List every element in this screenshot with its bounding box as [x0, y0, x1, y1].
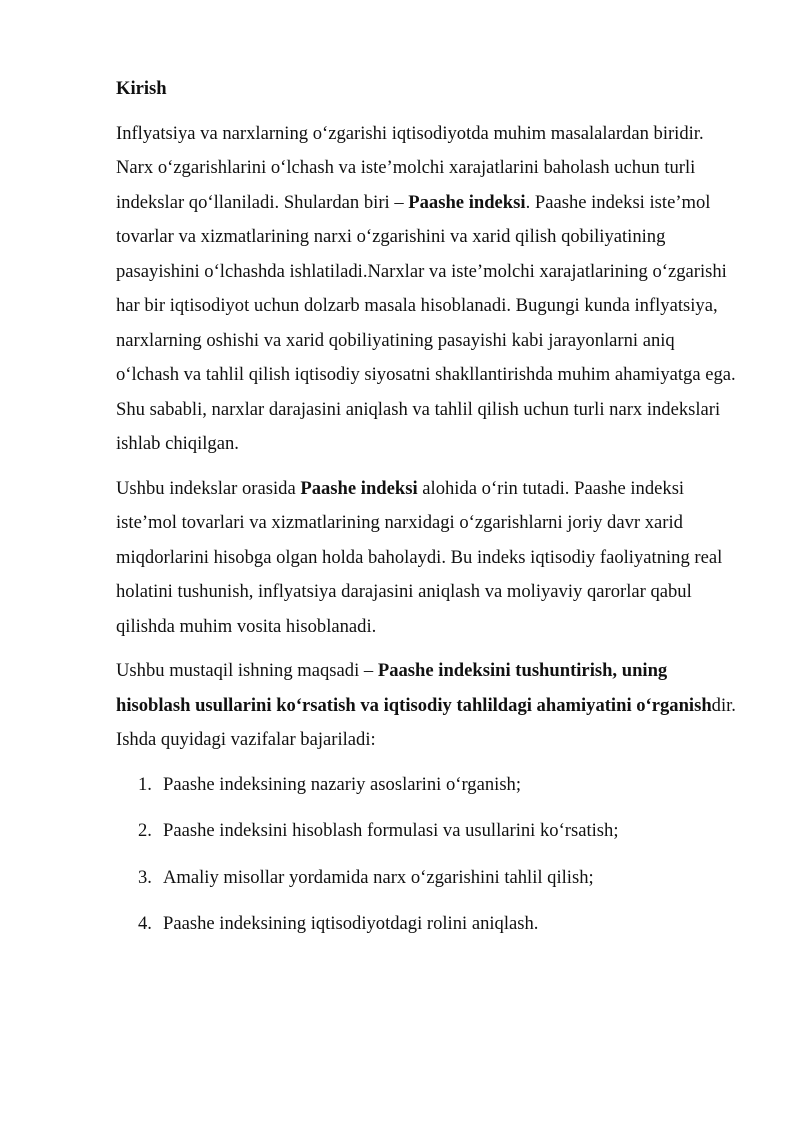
list-item — [116, 768, 740, 803]
intro-paragraph-1 — [116, 117, 740, 462]
paragraph-text: alohida o‘rin tutadi. Paashe indeksi iste’mol tovarlari va xizmatlarining narxidagi o‘zgarishlarni joriy davr xarid miqdorlarini hisobga olgan holda baholaydi. Bu indeks iqtisodiy faoliyatning real holatini tushunish, inflyatsiya darajasini aniqlash va moliyaviy qarorlar qabul qilishda muhim vosita hisoblanadi. — [116, 477, 723, 637]
intro-paragraph-2 — [116, 472, 740, 645]
list-item — [116, 814, 740, 849]
list-item-text: Paashe indeksini hisoblash formulasi va usullarini ko‘rsatish; — [163, 820, 619, 841]
bold-term: Paashe indeksi — [408, 191, 526, 213]
section-heading: Kirish — [116, 78, 167, 99]
goal-paragraph — [116, 654, 740, 758]
list-number: 2. — [138, 820, 152, 841]
paragraph-text: Ushbu indekslar orasida — [116, 477, 301, 499]
list-item-text: Paashe indeksining iqtisodiyotdagi rolini aniqlash. — [163, 913, 539, 934]
list-item — [116, 861, 740, 896]
document-page — [116, 72, 740, 954]
list-number: 4. — [138, 913, 152, 934]
paragraph-text: Ushbu mustaqil ishning maqsadi – — [116, 660, 378, 681]
paragraph-text: . Paashe indeksi iste’mol tovarlar va xizmatlarining narxi o‘zgarishini va xarid qilish qobiliyatining pasayishini o‘lchashda ishlatiladi.Narxlar va iste’molchi xarajatlarining o‘zgarishi har bir iqtisodiyot uchun dolzarb masala hisoblanadi. Bugungi kunda inflyatsiya, narxlarning oshishi va xarid qobiliyatining pasayishi kabi jarayonlarni aniq o‘lchash va tahlil qilish iqtisodiy siyosatni shakllantirishda muhim ahamiyatga ega. Shu sababli, narxlar darajasini aniqlash va tahlil qilish uchun turli narx indekslari ishlab chiqilgan. — [116, 191, 736, 454]
list-item — [116, 907, 740, 942]
bold-term: Paashe indeksi — [300, 477, 418, 499]
list-number: 1. — [138, 773, 152, 795]
bold-goal: Paashe indeksini tushuntirish, uning hisoblash usullarini ko‘rsatish va iqtisodiy tahlildagi ahamiyatini o‘rganish — [116, 660, 712, 716]
task-list — [116, 768, 740, 942]
list-item-text: Amaliy misollar yordamida narx o‘zgarishini tahlil qilish; — [163, 866, 594, 888]
list-number: 3. — [138, 866, 152, 888]
paragraph-text: Inflyatsiya va narxlarning o‘zgarishi iqtisodiyotda muhim masalalardan biridir. Narx o‘zgarishlarini o‘lchash va iste’molchi xarajatlarini baholash uchun turli indekslar qo‘llaniladi. Shulardan biri – — [116, 122, 704, 213]
list-item-text: Paashe indeksining nazariy asoslarini o‘rganish; — [163, 773, 522, 795]
paragraph-text: dir. Ishda quyidagi vazifalar bajariladi: — [116, 694, 736, 750]
